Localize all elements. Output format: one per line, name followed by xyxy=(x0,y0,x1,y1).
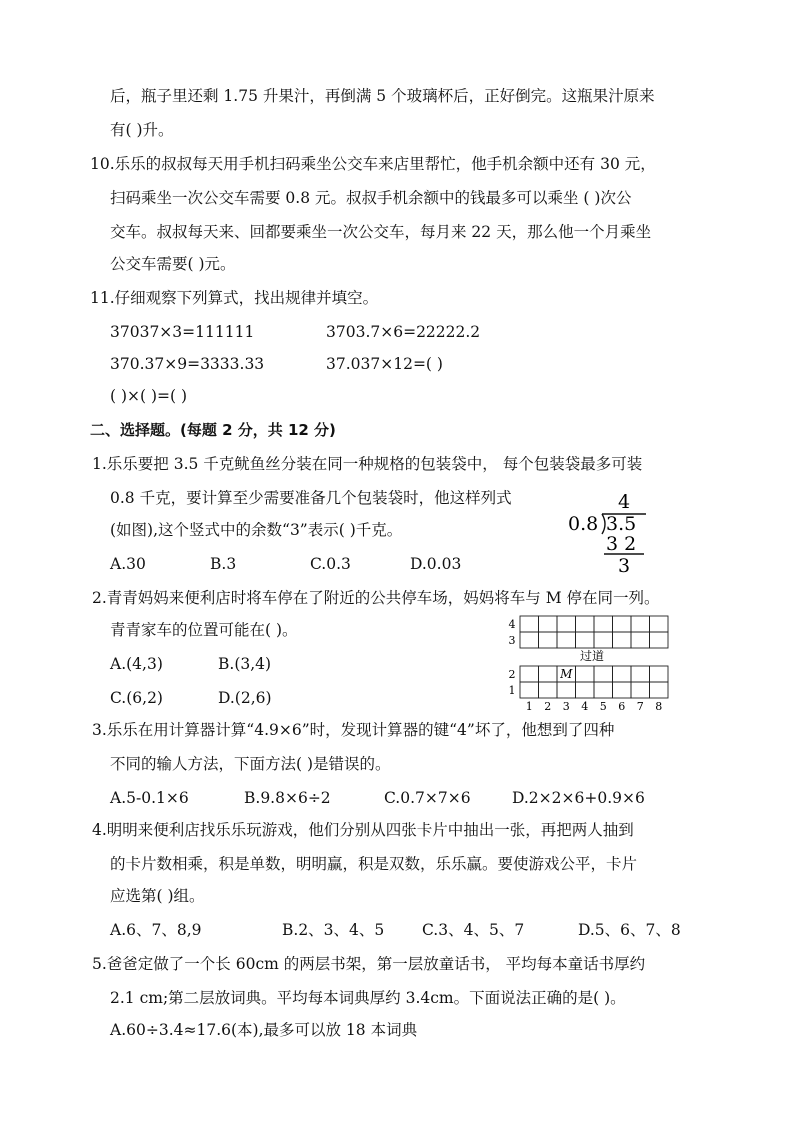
c2-option-a: A.(4,3) xyxy=(110,655,163,673)
c2-line-1: 2.青青妈妈来便利店时将车停在了附近的公共停车场，妈妈将车与 M 停在同一列。 xyxy=(92,589,660,607)
c1-line-2: 0.8 千克，要计算至少需要准备几个包装袋时，他这样列式 xyxy=(110,489,512,507)
c2-option-b: B.(3,4) xyxy=(218,655,272,673)
c3-line-2: 不同的输人方法，下面方法( )是错误的。 xyxy=(110,755,391,773)
q11-eq-4: 37.037×12=( ) xyxy=(326,355,443,373)
q10-line-2: 扫码乘坐一次公交车需要 0.8 元。叔叔手机余额中的钱最多可以乘坐 ( )次公 xyxy=(110,189,632,207)
c2-line-2: 青青家车的位置可能在( )。 xyxy=(110,621,298,639)
c4-line-2: 的卡片数相乘，积是单数，明明赢，积是双数，乐乐赢。要使游戏公平，卡片 xyxy=(110,855,638,873)
row-label-3: 3 xyxy=(508,634,516,647)
c3-option-b: B.9.8×6÷2 xyxy=(244,789,331,807)
bottom-grid-cell xyxy=(539,666,558,682)
column-label-2: 2 xyxy=(544,700,552,713)
top-grid-cell xyxy=(613,616,632,632)
top-grid-cell xyxy=(539,632,558,648)
c4-option-c: C.3、4、5、7 xyxy=(422,921,525,939)
column-label-5: 5 xyxy=(599,700,607,713)
bottom-grid-cell xyxy=(613,682,632,698)
c4-line-1: 4.明明来便利店找乐乐玩游戏，他们分别从四张卡片中抽出一张，再把两人抽到 xyxy=(92,821,634,839)
bottom-grid-cell xyxy=(631,682,650,698)
c4-option-d: D.5、6、7、8 xyxy=(578,921,681,939)
top-grid-cell xyxy=(650,616,669,632)
c3-option-c: C.0.7×7×6 xyxy=(384,789,471,807)
top-grid-cell xyxy=(576,632,595,648)
division-dividend: 3.5 xyxy=(606,513,637,535)
long-division-figure xyxy=(562,490,652,576)
top-grid-cell xyxy=(520,616,539,632)
c1-line-1: 1.乐乐要把 3.5 千克鱿鱼丝分装在同一种规格的包装袋中， 每个包装袋最多可装 xyxy=(92,455,643,473)
row-label-1: 1 xyxy=(508,684,516,697)
c4-option-a: A.6、7、8,9 xyxy=(110,921,202,939)
top-grid-cell xyxy=(650,632,669,648)
c3-option-a: A.5-0.1×6 xyxy=(110,789,189,807)
c1-option-c: C.0.3 xyxy=(310,555,351,573)
division-quotient: 4 xyxy=(617,491,631,513)
c1-line-3: (如图),这个竖式中的余数“3”表示( )千克。 xyxy=(110,521,403,539)
c4-option-b: B.2、3、4、5 xyxy=(282,921,385,939)
top-grid-cell xyxy=(631,632,650,648)
bottom-grid-cell xyxy=(557,682,576,698)
bottom-grid-cell xyxy=(613,666,632,682)
bottom-grid-cell xyxy=(650,666,669,682)
aisle-label: 过道 xyxy=(579,649,605,663)
q11-eq-3: 370.37×9=3333.33 xyxy=(110,355,265,373)
q11-eq-5: ( )×( )=( ) xyxy=(110,387,188,405)
c1-option-b: B.3 xyxy=(210,555,237,573)
division-product: 3 2 xyxy=(606,533,637,555)
column-label-3: 3 xyxy=(562,700,570,713)
top-grid-cell xyxy=(557,616,576,632)
q9-line-1: 后，瓶子里还剩 1.75 升果汁，再倒满 5 个玻璃杯后，正好倒完。这瓶果汁原来 xyxy=(110,87,655,105)
c3-option-d: D.2×2×6+0.9×6 xyxy=(512,789,645,807)
top-grid-cell xyxy=(539,616,558,632)
c5-line-2: 2.1 cm;第二层放词典。平均每本词典厚约 3.4cm。下面说法正确的是( )。 xyxy=(110,989,626,1007)
c3-line-1: 3.乐乐在用计算器计算“4.9×6”时，发现计算器的键“4”坏了，他想到了四种 xyxy=(92,721,615,739)
column-label-4: 4 xyxy=(581,700,589,713)
marker-m: M xyxy=(560,667,573,681)
bottom-grid-cell xyxy=(520,682,539,698)
column-label-7: 7 xyxy=(636,700,644,713)
top-grid-cell xyxy=(576,616,595,632)
q10-line-4: 公交车需要( )元。 xyxy=(110,255,236,273)
q11-eq-2: 3703.7×6=22222.2 xyxy=(326,323,481,341)
q10-line-1: 10.乐乐的叔叔每天用手机扫码乘坐公交车来店里帮忙，他手机余额中还有 30 元， xyxy=(90,155,656,173)
grid-top-block xyxy=(509,616,669,648)
division-divisor: 0.8 xyxy=(568,513,599,535)
c1-option-d: D.0.03 xyxy=(410,555,462,573)
column-label-1: 1 xyxy=(525,700,533,713)
c5-line-1: 5.爸爸定做了一个长 60cm 的两层书架，第一层放童话书， 平均每本童话书厚约 xyxy=(92,955,646,973)
parking-lot-grid xyxy=(506,614,676,714)
division-remainder: 3 xyxy=(617,555,631,576)
c1-option-a: A.30 xyxy=(110,555,146,573)
bottom-grid-cell xyxy=(650,682,669,698)
q11-eq-1: 37037×3=111111 xyxy=(110,323,255,341)
c2-option-d: D.(2,6) xyxy=(218,689,272,707)
top-grid-cell xyxy=(520,632,539,648)
top-grid-cell xyxy=(631,616,650,632)
grid-bottom-block xyxy=(509,666,669,698)
column-label-6: 6 xyxy=(618,700,626,713)
top-grid-cell xyxy=(613,632,632,648)
bottom-grid-cell xyxy=(520,666,539,682)
c4-line-3: 应选第( )组。 xyxy=(110,887,205,905)
top-grid-cell xyxy=(594,616,613,632)
section-2-title: 二、选择题。(每题 2 分，共 12 分) xyxy=(90,421,336,439)
grid-column-labels xyxy=(526,700,663,713)
q11-line-1: 11.仔细观察下列算式，找出规律并填空。 xyxy=(90,289,379,307)
c5-option-a: A.60÷3.4≈17.6(本),最多可以放 18 本词典 xyxy=(110,1021,418,1039)
column-label-8: 8 xyxy=(655,700,663,713)
bottom-grid-cell xyxy=(539,682,558,698)
top-grid-cell xyxy=(557,632,576,648)
top-grid-cell xyxy=(594,632,613,648)
q10-line-3: 交车。叔叔每天来、回都要乘坐一次公交车，每月来 22 天，那么他一个月乘坐 xyxy=(110,223,652,241)
row-label-4: 4 xyxy=(508,618,516,631)
bottom-grid-cell xyxy=(576,666,595,682)
bottom-grid-cell xyxy=(594,666,613,682)
c2-option-c: C.(6,2) xyxy=(110,689,163,707)
bottom-grid-cell xyxy=(576,682,595,698)
bottom-grid-cell xyxy=(594,682,613,698)
bottom-grid-cell xyxy=(631,666,650,682)
q9-line-2: 有( )升。 xyxy=(110,121,174,139)
row-label-2: 2 xyxy=(508,668,516,681)
